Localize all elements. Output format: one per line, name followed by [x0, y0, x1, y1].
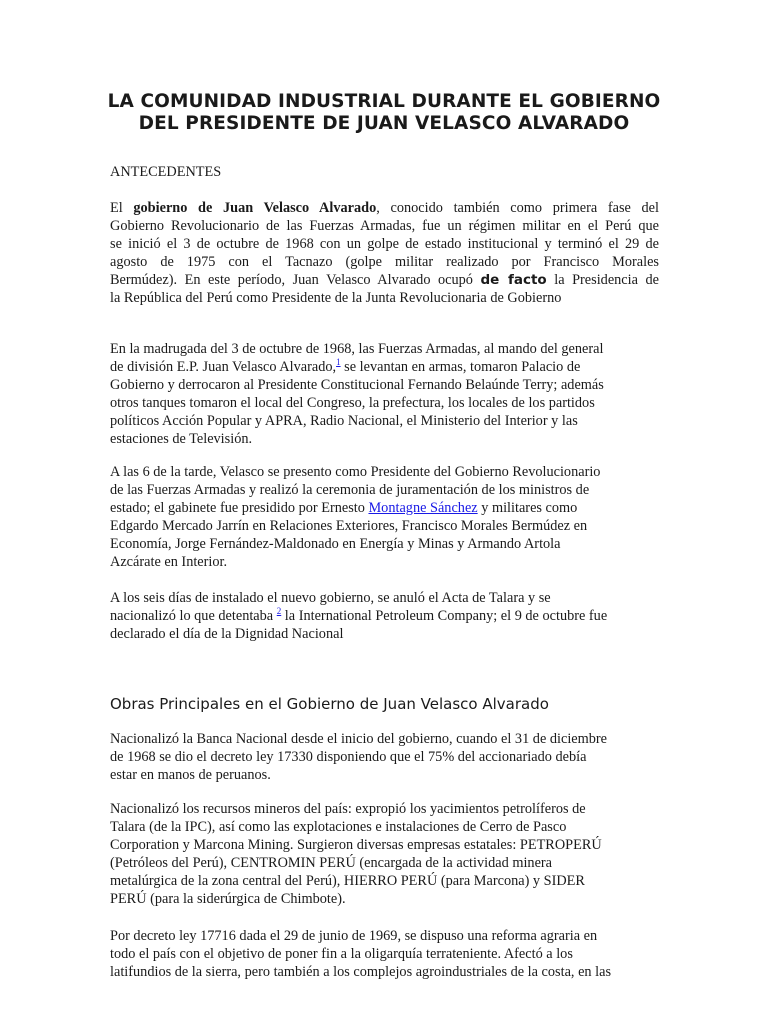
footnote-2-link[interactable]: 2	[276, 606, 282, 617]
paragraph-1: El gobierno de Juan Velasco Alvarado, conocido también como primera fase del Gobierno Revolucionario de las Fuerzas Armadas, fue un régimen militar en el Perú que se inició el 3 de octubre de 1968 con un golpe de estado institucional y terminó el 29 de agosto de 1975 con el Tacnazo (golpe militar realizado por Francisco Morales Bermúdez). En este período, Juan Velasco Alvarado ocupó de facto la Presidencia de la República del Perú como Presidente de la Junta Revolucionaria de Gobierno	[110, 200, 660, 306]
bold-term: gobierno de Juan Velasco Alvarado	[133, 200, 377, 216]
paragraph-3: A las 6 de la tarde, Velasco se presento como Presidente del Gobierno Revolucionario de las Fuerzas Armadas y realizó la ceremonia de juramentación de los ministros de estado; el gabinete fue presidido por Ernesto Montagne Sánchez y militares como Edgardo Mercado Jarrín en Relaciones Exteriores, Francisco Morales Bermúdez en Economía, Jorge Fernández-Maldonado en Energía y Minas y Armando Artola Azcárate en Interior.	[110, 464, 601, 570]
title-line-1: LA COMUNIDAD INDUSTRIAL DURANTE EL GOBIERNO	[107, 91, 661, 112]
paragraph-6: Nacionalizó los recursos mineros del país: expropió los yacimientos petrolíferos de Talara (de la IPC), así como las explotaciones e instalaciones de Cerro de Pasco Corporation y Marcona Mining. Surgieron diversas empresas estatales: PETROPERÚ (Petróleos del Perú), CENTROMIN PERÚ (encargada de la actividad minera metalúrgica de la zona central del Perú), HIERRO PERÚ (para Marcona) y SIDER PERÚ (para la siderúrgica de Chimbote).	[110, 801, 602, 907]
paragraph-7: Por decreto ley 17716 dada el 29 de junio de 1969, se dispuso una reforma agraria en todo el país con el objetivo de poner fin a la oligarquía terrateniente. Afectó a los latifundios de la sierra, pero también a los complejos agroindustriales de la costa, en las	[110, 928, 612, 980]
footnote-1-link[interactable]: 1	[336, 357, 341, 368]
paragraph-2: En la madrugada del 3 de octubre de 1968, las Fuerzas Armadas, al mando del general de división E.P. Juan Velasco Alvarado,$^1$ se levantan en armas, tomaron Palacio de Gobierno y derrocaron al Presidente Constitucional Fernando Belaúnde Terry; además otros tanques tomaron el local del Congreso, la prefectura, los locales de los partidos políticos Acción Popular y APRA, Radio Nacional, el Ministerio del Interior y las estaciones de Televisión.	[110, 341, 604, 447]
montagne-sanchez-link[interactable]: Montagne Sánchez	[368, 500, 478, 516]
document-title	[100, 91, 668, 135]
paragraph-4: A los seis días de instalado el nuevo gobierno, se anuló el Acta de Talara y se nacionalizó lo que detentaba $^2$ la International Petroleum Company; el 9 de octubre fue declarado el día de la Dignidad Nacional	[110, 590, 608, 642]
section-antecedentes-heading: ANTECEDENTES	[110, 164, 222, 180]
section-heading-obras: Obras Principales en el Gobierno de Juan Velasco Alvarado	[110, 695, 549, 713]
bold-term-de-facto: de facto	[480, 272, 547, 288]
paragraph-5: Nacionalizó la Banca Nacional desde el inicio del gobierno, cuando el 31 de diciembre de 1968 se dio el decreto ley 17330 disponiendo que el 75% del accionariado debía estar en manos de peruanos.	[110, 731, 608, 783]
title-line-2: DEL PRESIDENTE DE JUAN VELASCO ALVARADO	[138, 113, 630, 134]
